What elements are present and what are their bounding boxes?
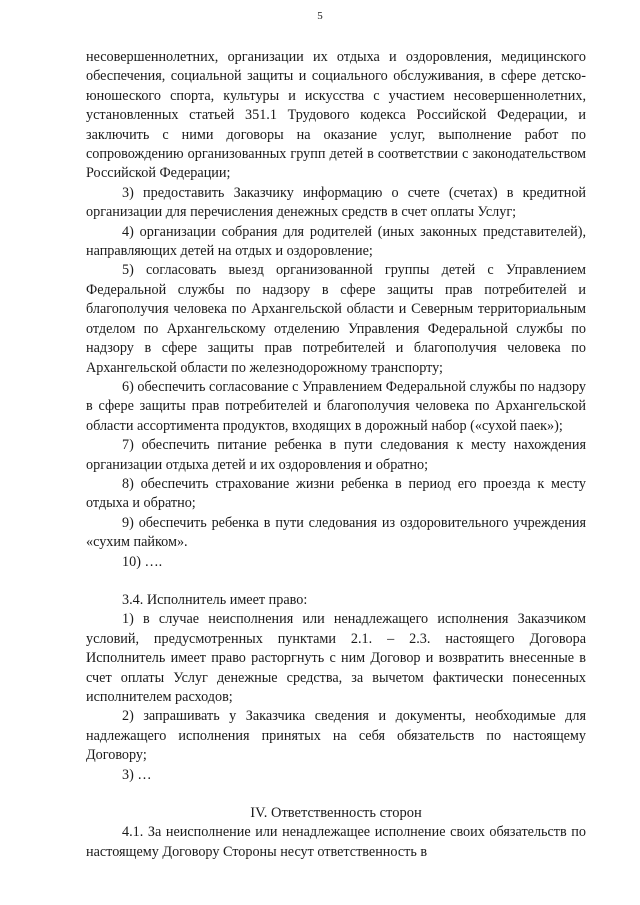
page-number: 5 (317, 10, 323, 22)
list-item-3: 3) предоставить Заказчику информацию о счете (счетах) в кредитной организации для перечисления денежных средств в счет оплаты Услуг; (86, 184, 586, 221)
spacer (86, 785, 586, 804)
paragraph-continuation: несовершеннолетних, организации их отдыха и оздоровления, медицинского обеспечения, социальной защиты и социального обслуживания, в сфере детско-юношеского спорта, культуры и искусства с участием несовершеннолетних, установленных статьей 351.1 Трудового кодекса Российской Федерации, и заключить с ними договоры на оказание услуг, выполнение работ по сопровождению организованных групп детей в соответствии с законодательством Российской Федерации; (86, 49, 586, 182)
list-item-6: 6) обеспечить согласование с Управлением Федеральной службы по надзору в сфере защиты прав потребителей и благополучия человека по Архангельской области ассортимента продуктов, входящих в дорожный набор («сухой паек»); (86, 378, 586, 434)
list-item-10: 10) …. (122, 553, 163, 570)
list-item-7: 7) обеспечить питание ребенка в пути следования к месту нахождения организации отдыха детей и их оздоровления и обратно; (86, 437, 586, 473)
document-body (86, 48, 586, 862)
clause-4-1: 4.1. За неисполнение или ненадлежащее исполнение своих обязательств по настоящему Договору Стороны несут ответственность в (86, 824, 586, 860)
clause-3-4-item-3: 3) … (122, 766, 152, 783)
list-item-4: 4) организации собрания для родителей (иных законных представителей), направляющих детей на отдых и оздоровление; (86, 223, 586, 260)
section-title: IV. Ответственность сторон (250, 805, 422, 822)
clause-3-4-item-1: 1) в случае неисполнения или ненадлежащего исполнения Заказчиком условий, предусмотренных пунктами 2.1. – 2.3. настоящего Договора Исполнитель имеет право расторгнуть с ним Договор и возвратить внесенные в счет оплаты Услуг денежные средства, за вычетом фактически понесенных исполнителем расходов; (86, 611, 586, 705)
list-item-8: 8) обеспечить страхование жизни ребенка в период его проезда к месту отдыха и обратно; (86, 475, 586, 512)
clause-3-4-heading: 3.4. Исполнитель имеет право: (122, 591, 308, 608)
list-item-5: 5) согласовать выезд организованной группы детей с Управлением Федеральной службы по надзору в сфере защиты прав потребителей и благополучия человека по Архангельской области и Северным территориальным отделом по Архангельскому отделению Управления Федеральной службы по надзору в сфере защиты прав потребителей и благополучия человека по Архангельской области по железнодорожному транспорту; (86, 262, 586, 376)
spacer (86, 572, 586, 591)
clause-3-4-item-2: 2) запрашивать у Заказчика сведения и документы, необходимые для надлежащего исполнения принятых на себя обязательств по настоящему Договору; (86, 708, 586, 764)
list-item-9: 9) обеспечить ребенка в пути следования из оздоровительного учреждения «сухим пайком». (86, 514, 586, 551)
